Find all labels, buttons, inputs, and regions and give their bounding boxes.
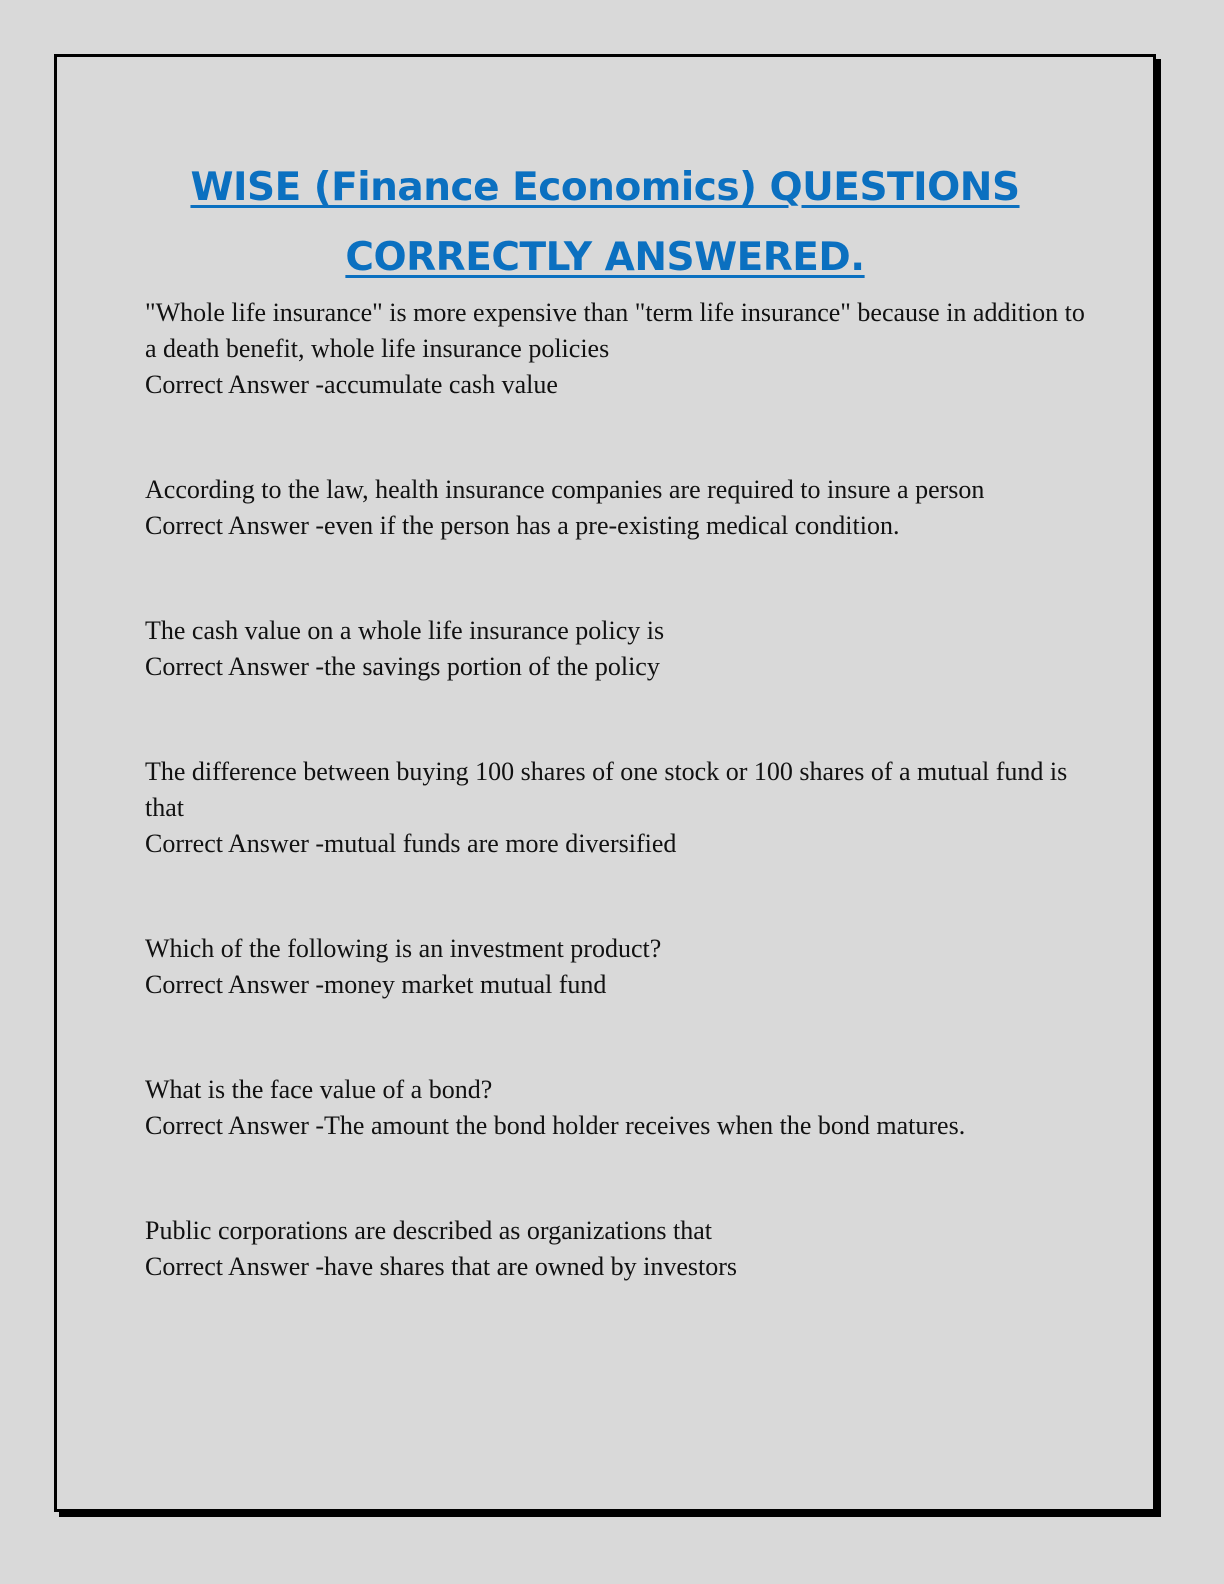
question-text: According to the law, health insurance companies are required to insure a person [145,475,985,504]
qa-item [145,613,1095,685]
title-line-1: WISE (Finance Economics) QUESTIONS [190,165,1020,210]
qa-item [145,295,1095,403]
question-text: What is the face value of a bond? [145,1075,493,1104]
question-text: The difference between buying 100 shares of one stock or 100 shares of a mutual fund is that [145,757,1068,822]
answer-text: Correct Answer -even if the person has a pre-existing medical condition. [145,511,900,540]
answer-text: Correct Answer -money market mutual fund [145,970,607,999]
document-title [57,153,1153,293]
qa-item [145,1213,1095,1285]
answer-text: Correct Answer -The amount the bond holder receives when the bond matures. [145,1111,966,1140]
answer-text: Correct Answer -accumulate cash value [145,370,558,399]
question-text: Which of the following is an investment product? [145,934,662,963]
answer-text: Correct Answer -mutual funds are more diversified [145,829,677,858]
question-text: "Whole life insurance" is more expensive than "term life insurance" because in addition to a death benefit, whole life insurance policies [145,298,1085,363]
answer-text: Correct Answer -have shares that are owned by investors [145,1252,738,1281]
page-border [54,54,1156,1512]
answer-text: Correct Answer -the savings portion of the policy [145,652,660,681]
qa-item [145,754,1095,862]
qa-item [145,931,1095,1003]
qa-list [145,295,1095,1354]
question-text: The cash value on a whole life insurance policy is [145,616,665,645]
title-line-2: CORRECTLY ANSWERED. [345,235,865,280]
qa-item [145,1072,1095,1144]
qa-item [145,472,1095,544]
question-text: Public corporations are described as organizations that [145,1216,713,1245]
